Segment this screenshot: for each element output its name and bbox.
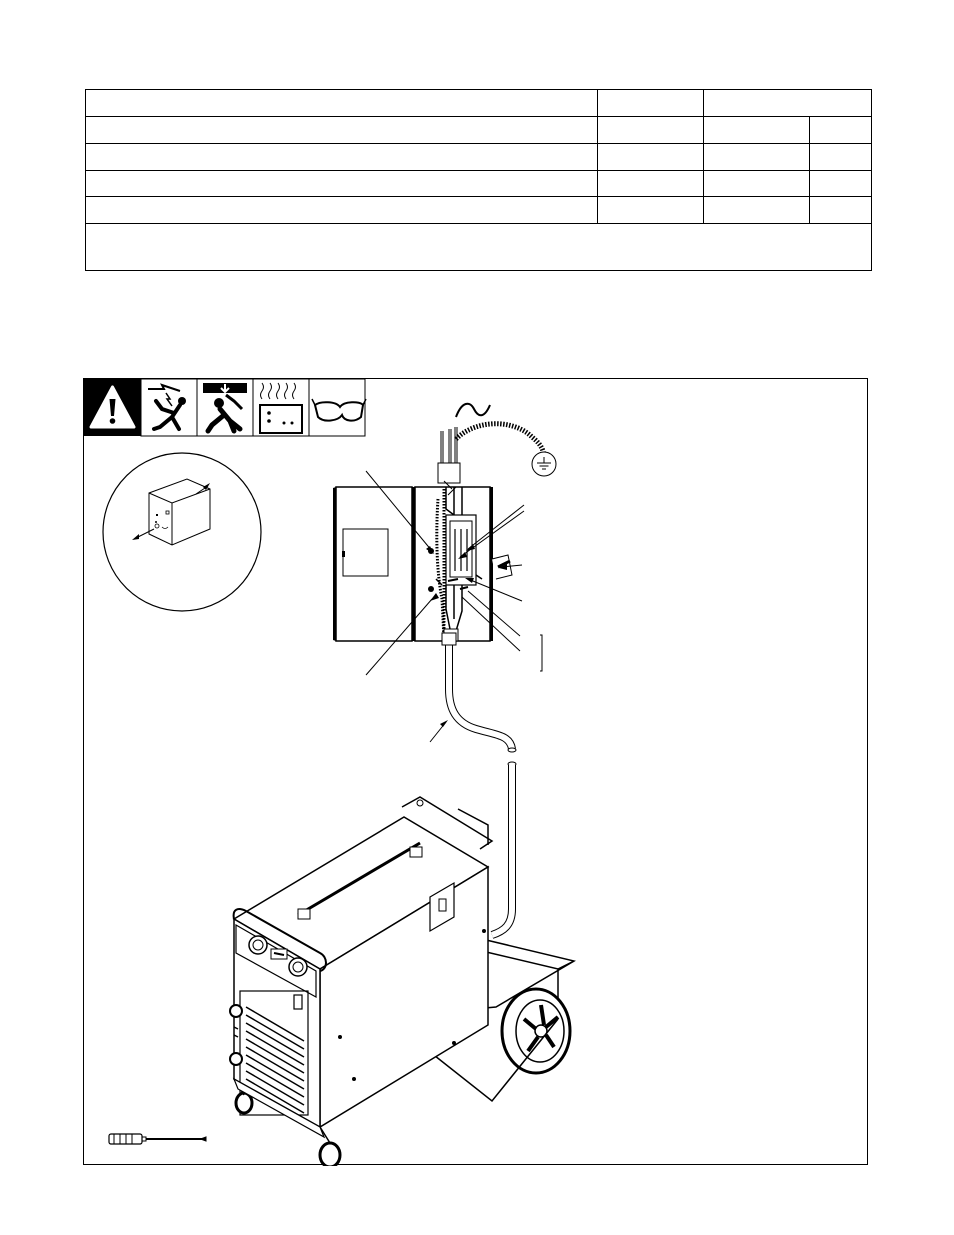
table-cell — [810, 197, 872, 224]
table-row — [86, 90, 872, 117]
hot-surface-icon — [253, 379, 309, 436]
disconnect-switch-box — [333, 481, 512, 641]
table-cell — [704, 90, 872, 117]
table-cell — [598, 170, 704, 197]
table-cell — [598, 197, 704, 224]
table-cell — [598, 116, 704, 143]
electric-shock-icon — [141, 379, 197, 436]
table-cell — [86, 90, 598, 117]
table-note — [86, 224, 872, 271]
table-cell — [598, 143, 704, 170]
table-cell — [810, 143, 872, 170]
table-cell — [810, 116, 872, 143]
table-cell — [704, 143, 810, 170]
welding-machine — [230, 797, 574, 1166]
table-cell — [86, 143, 598, 170]
table-cell — [86, 197, 598, 224]
table-cell — [86, 170, 598, 197]
detail-circle — [103, 453, 261, 611]
ground-icon — [532, 452, 556, 476]
ac-symbol — [456, 404, 490, 417]
input-conductors — [438, 424, 544, 483]
table-row — [86, 116, 872, 143]
falling-equipment-icon — [197, 379, 253, 436]
screwdriver-icon — [109, 1134, 206, 1144]
safety-glasses-icon — [309, 379, 366, 436]
installation-illustration — [84, 379, 869, 1166]
warning-triangle-icon — [84, 379, 141, 436]
table-cell — [704, 116, 810, 143]
table-note-row — [86, 224, 872, 271]
specification-table — [85, 89, 872, 271]
table-cell — [810, 170, 872, 197]
table-cell — [86, 116, 598, 143]
table-cell — [598, 90, 704, 117]
installation-figure — [83, 378, 868, 1165]
table-cell — [704, 170, 810, 197]
table-row — [86, 143, 872, 170]
table-cell — [704, 197, 810, 224]
table-row — [86, 197, 872, 224]
table-row — [86, 170, 872, 197]
